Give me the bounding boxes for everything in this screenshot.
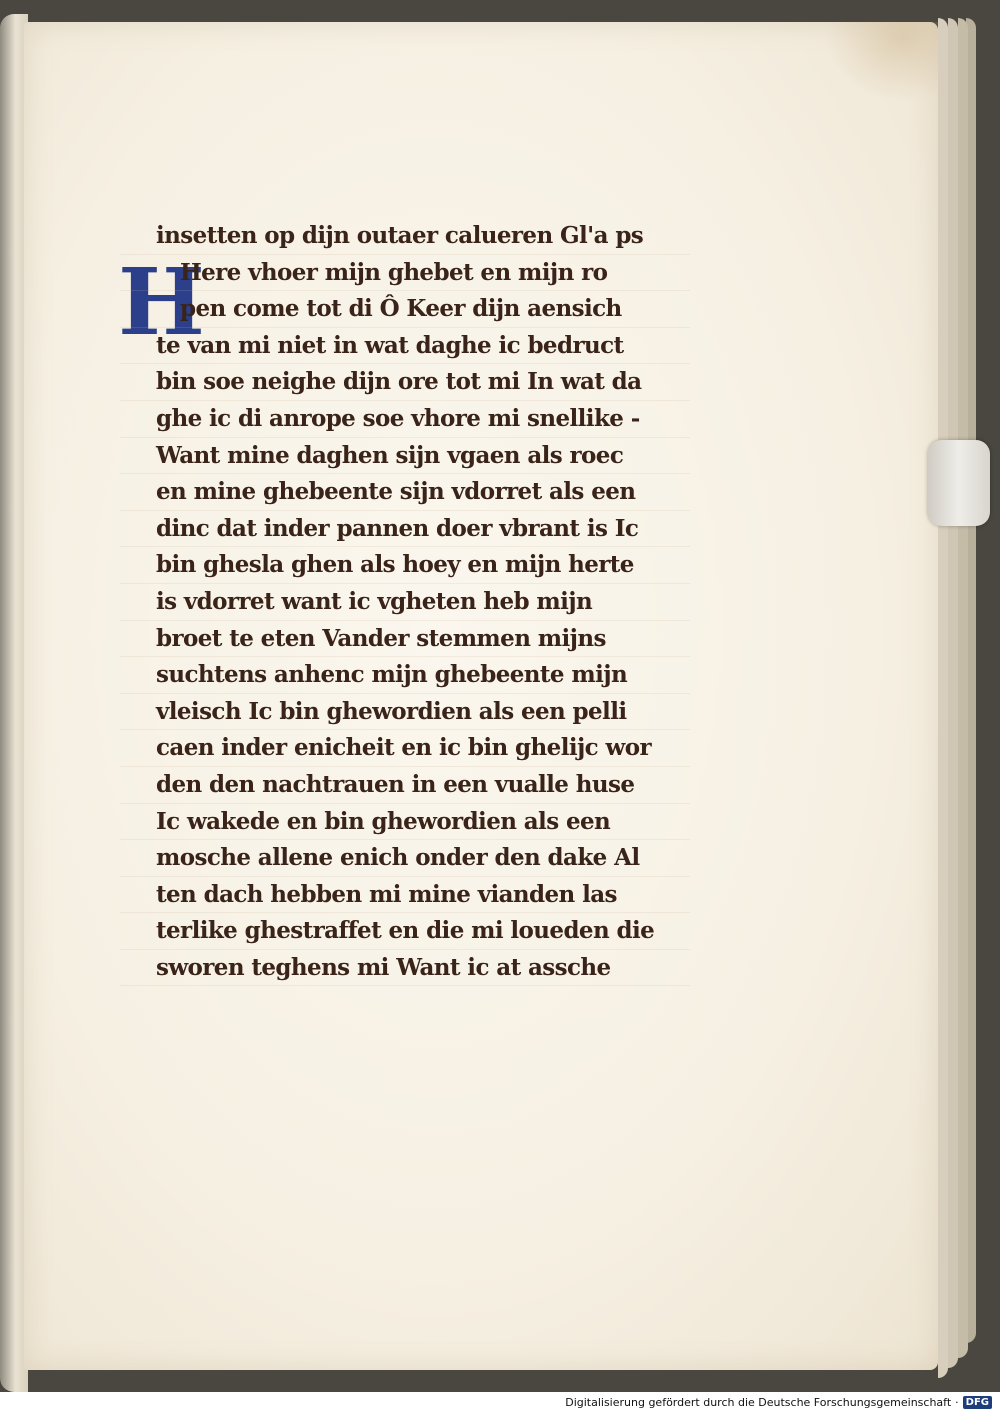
page-edge <box>948 18 958 1368</box>
manuscript-text <box>120 218 690 986</box>
text-line: te van mi niet in wat daghe ic bedruct <box>120 328 690 365</box>
text-line: terlike ghestraffet en die mi loueden die <box>120 913 690 950</box>
text-line: suchtens anhenc mijn ghebeente mijn <box>120 657 690 694</box>
funding-text: Digitalisierung gefördert durch die Deutsche Forschungsgemeinschaft <box>565 1396 952 1409</box>
text-line: insetten op dijn outaer calueren Gl'a ps <box>120 218 690 255</box>
text-line: mosche allene enich onder den dake Al <box>120 840 690 877</box>
text-line: en mine ghebeente sijn vdorret als een <box>120 474 690 511</box>
text-line: Ic wakede en bin ghewordien als een <box>120 804 690 841</box>
text-line: pen come tot di Ô Keer dijn aensich <box>120 291 690 328</box>
decorated-initial: H <box>118 248 205 356</box>
text-line: bin ghesla ghen als hoey en mijn herte <box>120 547 690 584</box>
text-line: den den nachtrauen in een vualle huse <box>120 767 690 804</box>
text-line: ghe ic di anrope soe vhore mi snellike - <box>120 401 690 438</box>
text-line: dinc dat inder pannen doer vbrant is Ic <box>120 511 690 548</box>
bullet-separator: · <box>955 1396 959 1409</box>
text-line: Want mine daghen sijn vgaen als roec <box>120 438 690 475</box>
page-edge <box>938 18 948 1378</box>
text-line: vleisch Ic bin ghewordien als een pelli <box>120 694 690 731</box>
funding-footer <box>565 1396 992 1409</box>
text-line: is vdorret want ic vgheten heb mijn <box>120 584 690 621</box>
text-line: ten dach hebben mi mine vianden las <box>120 877 690 914</box>
page-stain <box>824 22 938 102</box>
text-line: bin soe neighe dijn ore tot mi In wat da <box>120 364 690 401</box>
text-line: sworen teghens mi Want ic at assche <box>120 950 690 987</box>
dfg-logo-icon: DFG <box>963 1396 992 1409</box>
text-line: Here vhoer mijn ghebet en mijn ro <box>120 255 690 292</box>
text-line: caen inder enicheit en ic bin ghelijc wor <box>120 730 690 767</box>
text-line: broet te eten Vander stemmen mijns <box>120 621 690 658</box>
page-clip <box>928 440 990 526</box>
page-edge <box>958 18 968 1358</box>
